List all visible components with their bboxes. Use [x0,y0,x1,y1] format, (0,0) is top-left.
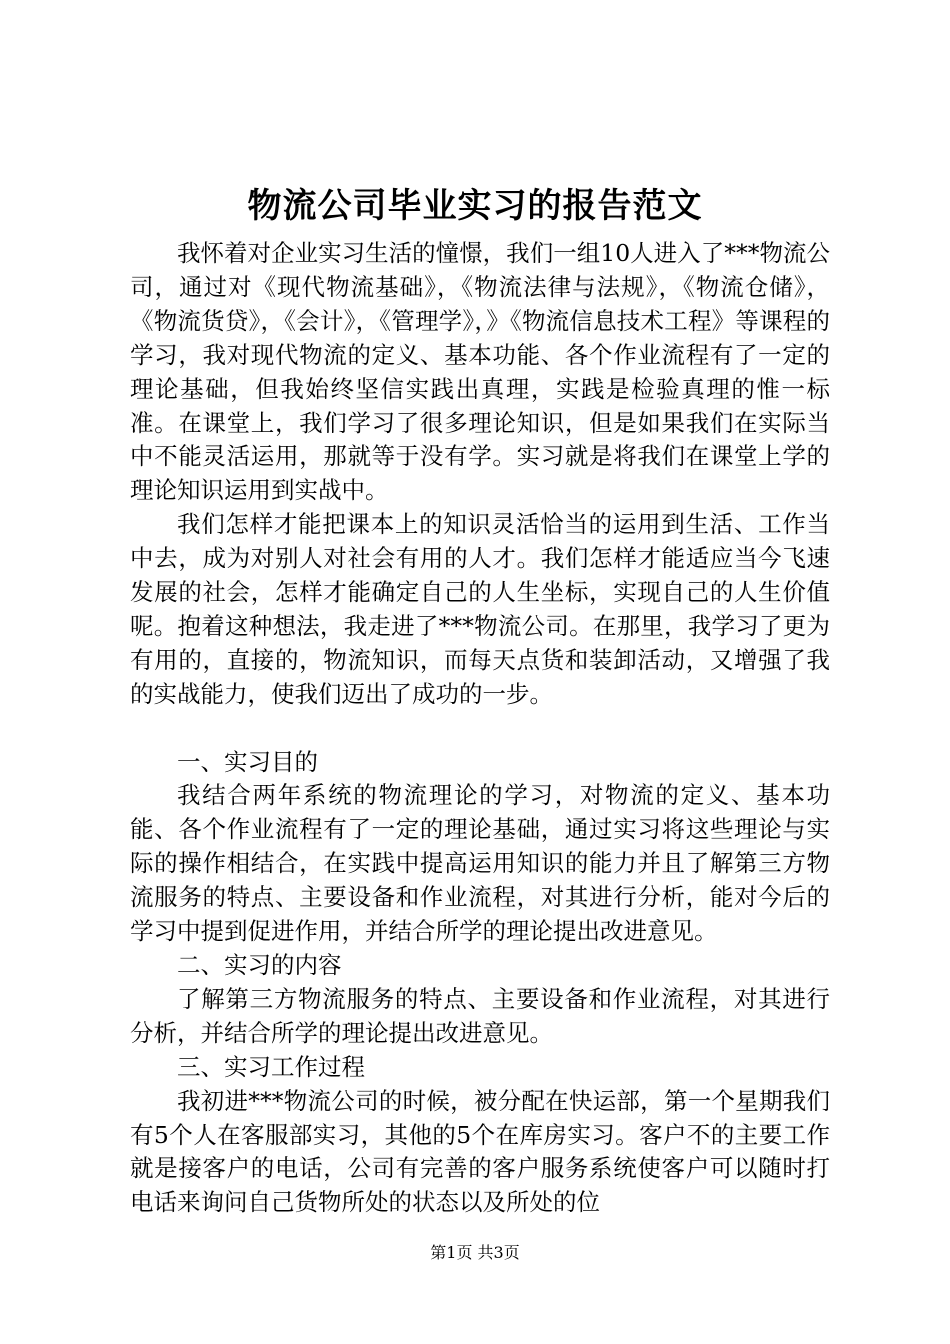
section-heading-purpose: 一、实习目的 [177,747,318,776]
section-text-process: 我初进***物流公司的时候，被分配在快运部，第一个星期我们有5个人在客服部实习，其他的5个在库房实习。客户不的主要工作就是接客户的电话，公司有完善的客户服务系统使客户可以随时打电话来询问自己货物所处的状态以及所处的位 [130,1086,830,1217]
page-footer: 第1页 共3页 [430,1243,520,1262]
section-text-purpose: 我结合两年系统的物流理论的学习，对物流的定义、基本功能、各个作业流程有了一定的理论基础，通过实习将这些理论与实际的操作相结合，在实践中提高运用知识的能力并且了解第三方物流服务的特点、主要设备和作业流程，对其进行分析，能对今后的学习中提到促进作用，并结合所学的理论提出改进意见。 [130,781,830,946]
document-body [130,237,830,1220]
section-heading-content: 二、实习的内容 [177,951,342,980]
paragraph-intro: 我怀着对企业实习生活的憧憬，我们一组10人进入了***物流公司，通过对《现代物流基础》，《物流法律与法规》，《物流仓储》，《物流货贷》，《会计》，《管理学》，》《物流信息技术工程》等课程的学习，我对现代物流的定义、基本功能、各个作业流程有了一定的理论基础，但我始终坚信实践出真理，实践是检验真理的惟一标准。在课堂上，我们学习了很多理论知识，但是如果我们在实际当中不能灵活运用，那就等于没有学。实习就是将我们在课堂上学的理论知识运用到实战中。 [130,239,830,505]
blank-line [130,712,830,746]
paragraph-motivation: 我们怎样才能把课本上的知识灵活恰当的运用到生活、工作当中去，成为对别人对社会有用的人才。我们怎样才能适应当今飞速发展的社会，怎样才能确定自己的人生坐标，实现自己的人生价值呢。抱着这种想法，我走进了***物流公司。在那里，我学习了更为有用的，直接的，物流知识，而每天点货和装卸活动，又增强了我的实战能力，使我们迈出了成功的一步。 [130,510,830,708]
section-heading-process: 三、实习工作过程 [177,1052,365,1081]
section-text-content: 了解第三方物流服务的特点、主要设备和作业流程，对其进行分析，并结合所学的理论提出改进意见。 [130,984,830,1047]
document-title: 物流公司毕业实习的报告范文 [247,186,703,226]
